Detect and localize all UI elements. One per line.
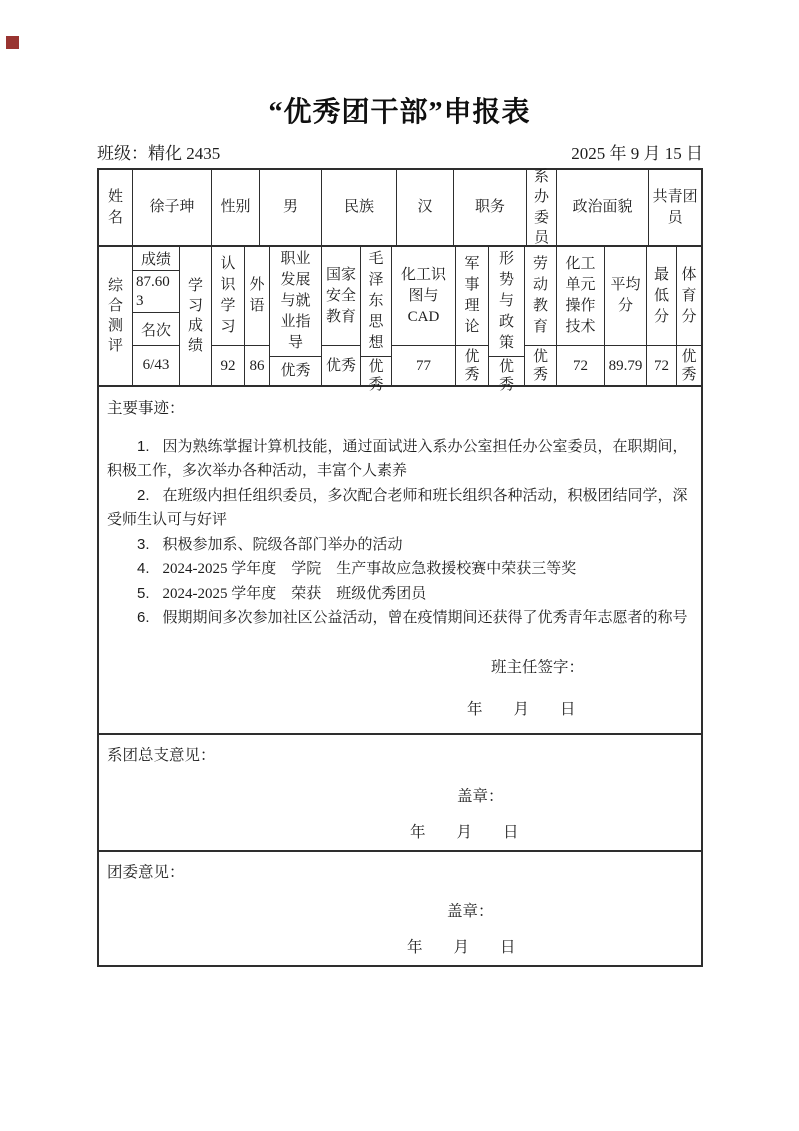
achievement-item: 5. 2024-2025 学年度 荣获 班级优秀团员 [137, 584, 427, 602]
form-title: “优秀团干部”申报表 [268, 97, 531, 128]
subject-col-waiyu: 外语 86 [245, 247, 270, 385]
position-value: 系办委员 [527, 170, 557, 245]
subject-score: 77 [392, 345, 455, 385]
committee-opinion-label: 团委意见： [107, 864, 185, 881]
form-subheader [97, 139, 703, 164]
achievement-item: 6. 假期期间多次参加社区公益活动，曾在疫情期间还获得了优秀青年志愿者的称号 [137, 609, 688, 627]
dept-opinion-label: 系团总支意见： [107, 747, 216, 764]
score-label: 成绩 [133, 247, 179, 271]
political-status-value: 共青团员 [652, 189, 698, 226]
form-date: 2025 年 9 月 15 日 [571, 144, 703, 163]
subject-col-laodong: 劳动教育 优秀 [525, 247, 557, 385]
subject-score: 92 [212, 345, 244, 385]
rank-label: 名次 [133, 313, 179, 346]
dept-opinion-section [99, 735, 701, 852]
achievements-list [107, 435, 693, 631]
subject-score: 86 [245, 345, 269, 385]
subject-score: 优秀 [322, 345, 360, 385]
subject-col-renshi: 认识学习 92 [212, 247, 245, 385]
class-label: 班级：精化 2435 [97, 144, 221, 163]
ethnicity-value: 汉 [397, 170, 454, 245]
subject-col-zuidifen: 最低分 72 [647, 247, 677, 385]
score-value: 87.603 [133, 271, 179, 313]
committee-opinion-date: 年 月 日 [407, 939, 516, 956]
political-status-label: 政治面貌 [557, 170, 649, 245]
teacher-signature-label: 班主任签字： [491, 659, 585, 676]
achievement-item: 4. 2024-2025 学年度 学院 生产事故应急救援校赛中荣获三等奖 [137, 560, 577, 578]
subject-score: 72 [557, 345, 604, 385]
subject-col-maozedong: 毛泽东思想 优秀 [361, 247, 392, 385]
achievements-label: 主要事迹： [107, 400, 185, 417]
subject-score: 优秀 [361, 356, 391, 395]
position-label: 职务 [454, 170, 527, 245]
achievement-item: 1. 因为熟练掌握计算机技能，通过面试进入系办公室担任办公室委员，在职期间，积极工作，多次举办各种活动，丰富个人素养 [107, 438, 688, 480]
subject-col-zhiye: 职业发展与就业指导 优秀 [270, 247, 322, 385]
evaluation-row [99, 247, 701, 393]
achievement-item: 2. 在班级内担任组织委员，多次配合老师和班长组织各种活动，积极团结同学，深受师生认可与好评 [107, 486, 688, 529]
gender-label: 性别 [212, 170, 260, 245]
subject-score: 优秀 [456, 345, 488, 385]
ethnicity-label: 民族 [322, 170, 397, 245]
subject-col-huagongshitu: 化工识图与CAD 77 [392, 247, 456, 385]
subject-col-xingshi: 形势与政策 优秀 [489, 247, 525, 385]
dept-seal-label: 盖章： [457, 788, 504, 805]
subject-col-guojia: 国家安全教育 优秀 [322, 247, 361, 385]
subject-score: 72 [647, 345, 676, 385]
name-label: 姓名 [99, 170, 133, 245]
evaluation-score-column [133, 247, 180, 385]
teacher-signature-date: 年 月 日 [467, 701, 576, 718]
achievements-section [99, 387, 701, 735]
evaluation-section-label: 综合测评 [99, 247, 133, 385]
committee-seal-label: 盖章： [447, 903, 494, 920]
study-score-label: 学习成绩 [180, 247, 212, 385]
application-form-table [97, 168, 703, 967]
achievement-item: 3. 积极参加系、院级各部门举办的活动 [137, 535, 403, 553]
subject-score: 优秀 [270, 356, 321, 385]
subject-col-pingjunfen: 平均分 89.79 [605, 247, 647, 385]
subject-col-huagongdanyuan: 化工单元操作技术 72 [557, 247, 605, 385]
subject-score: 优秀 [677, 345, 701, 385]
subject-col-junshi: 军事理论 优秀 [456, 247, 489, 385]
subject-score: 优秀 [525, 345, 556, 385]
gender-value: 男 [260, 170, 322, 245]
subject-score: 89.79 [605, 345, 646, 385]
rank-value: 6/43 [142, 357, 170, 373]
subject-score: 优秀 [489, 356, 524, 395]
red-scan-mark [6, 36, 19, 49]
name-value: 徐子珅 [133, 170, 212, 245]
info-row [99, 170, 701, 247]
dept-opinion-date: 年 月 日 [410, 824, 519, 841]
committee-opinion-section [99, 852, 701, 965]
subject-col-tiyufen: 体育分 优秀 [677, 247, 701, 385]
